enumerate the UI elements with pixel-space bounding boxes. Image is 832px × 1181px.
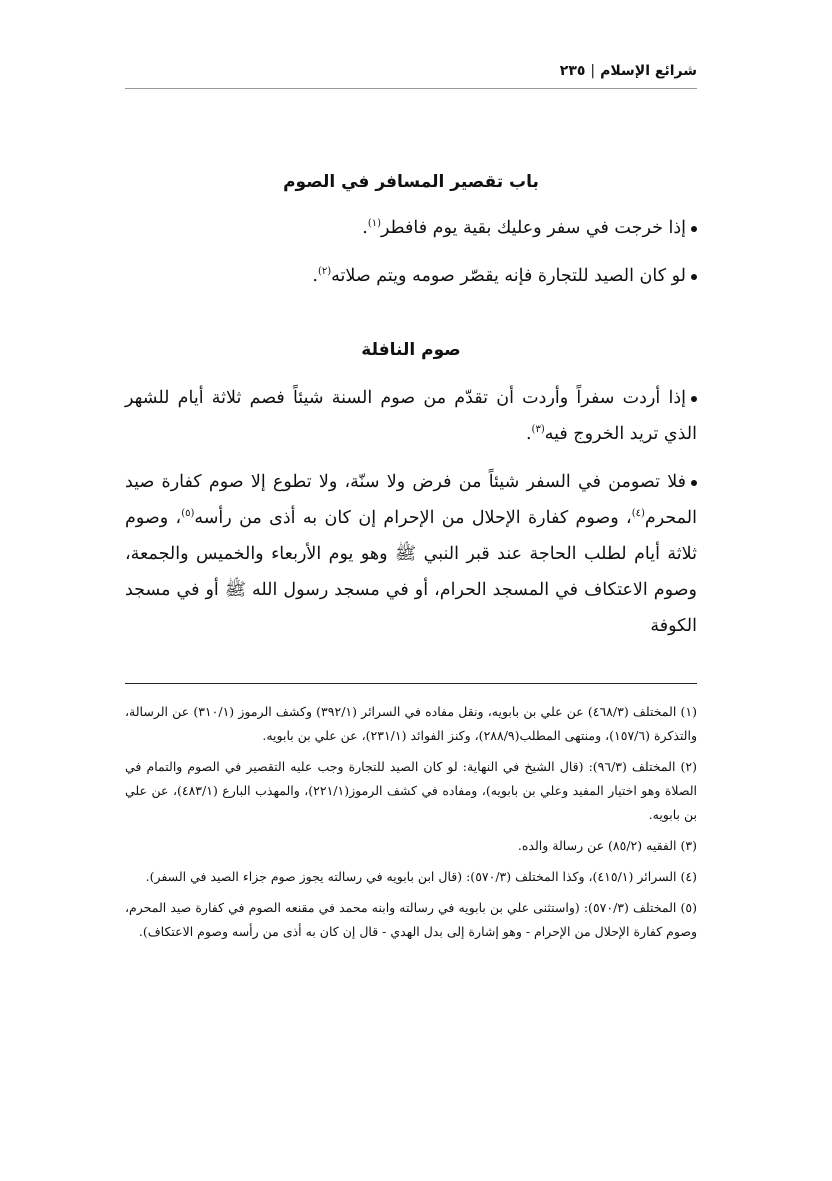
footnote-ref[interactable]: (٤)	[631, 508, 645, 520]
running-header	[125, 60, 697, 89]
footnote-2: (٢) المختلف (٩٦/٣): (قال الشيخ في النهاية: لو كان الصيد للتجارة وجب عليه التقصير في الصوم والتمام في الصلاة وهو اختيار المفيد وعلي بن بابويه)، ومفاده في كشف الرموز(٢٢١/١)، والمهذب البارع (٤٨٣/١)، عن علي بن بابويه.	[125, 759, 697, 822]
paragraph-tail: .	[312, 266, 318, 286]
paragraph-tail: ، وصوم ثلاثة أيام لطلب الحاجة عند قبر النبي ﷺ وهو يوم الأربعاء والخميس والجمعة، وصوم الاعتكاف في المسجد الحرام، أو في مسجد رسول الله ﷺ أو في مسجد الكوفة	[125, 508, 697, 636]
footnote-ref[interactable]: (٣)	[531, 424, 545, 436]
footnote-4: (٤) السرائر (٤١٥/١)، وكذا المختلف (٥٧٠/٣): (قال ابن بابويه في رسالته يجوز صوم جزاء الصيد في السفر).	[145, 869, 697, 884]
footnote-1: (١) المختلف (٤٦٨/٣) عن علي بن بابويه، ونقل مفاده في السرائر (٣٩٢/١) وكشف الرموز (٣١٠/١) عن الرسالة، والتذكرة (١٥٧/٦)، ومنتهى المطلب(٢٨٨/٩)، وكنز الفوائد (٢٣١/١)، عن علي بن بابويه.	[125, 704, 697, 743]
page-number: ٢٣٥	[559, 63, 586, 79]
bullet-icon	[691, 226, 697, 232]
paragraph-tail: .	[525, 424, 532, 444]
footnote-ref[interactable]: (٥)	[181, 508, 195, 520]
paragraph-text: إذا خرجت في سفر وعليك بقية يوم فافطر	[381, 218, 686, 238]
header-separator: |	[590, 63, 596, 79]
paragraph	[125, 258, 697, 294]
paragraph	[125, 210, 697, 246]
main-text	[125, 160, 697, 656]
bullet-icon	[691, 480, 697, 486]
footnote-5: (٥) المختلف (٥٧٠/٣): (واستثنى علي بن بابويه في رسالته وابنه محمد في مقنعه الصوم في كفارة صيد المحرم، وصوم كفارة الإحلال من الإحرام - وهو إشارة إلى بدل الهدي - قال إن كان به أذى من رأسه وصوم الاعتكاف).	[125, 900, 697, 939]
footnote-ref[interactable]: (٢)	[317, 266, 332, 278]
bullet-icon	[691, 396, 697, 402]
paragraph-tail: .	[362, 218, 368, 238]
paragraph-text-continued: ، وصوم كفارة الإحلال من الإحرام إن كان به أذى من رأسه	[194, 508, 632, 528]
paragraph-text: فلا تصومن في السفر شيئاً من فرض ولا سنّة، ولا تطوع إلا صوم كفارة صيد المحرم	[125, 472, 697, 528]
paragraph-text: إذا أردت سفراً وأردت أن تقدّم من صوم السنة شيئاً فصم ثلاثة أيام للشهر الذي تريد الخروج فيه	[125, 388, 697, 444]
section-heading-voluntary-fasting: صوم النافلة	[361, 340, 461, 360]
section-heading-traveler-fasting: باب تقصير المسافر في الصوم	[283, 172, 539, 192]
footnote-3: (٣) الفقيه (٨٥/٢) عن رسالة والده.	[517, 838, 697, 853]
footnotes	[125, 700, 697, 951]
paragraph-text: لو كان الصيد للتجارة فإنه يقصّر صومه ويتم صلاته	[331, 266, 686, 286]
paragraph	[125, 380, 697, 452]
footnote-ref[interactable]: (١)	[367, 218, 382, 230]
book-title: شرائع الإسلام	[600, 63, 697, 79]
bullet-icon	[691, 274, 697, 280]
paragraph	[125, 464, 697, 644]
